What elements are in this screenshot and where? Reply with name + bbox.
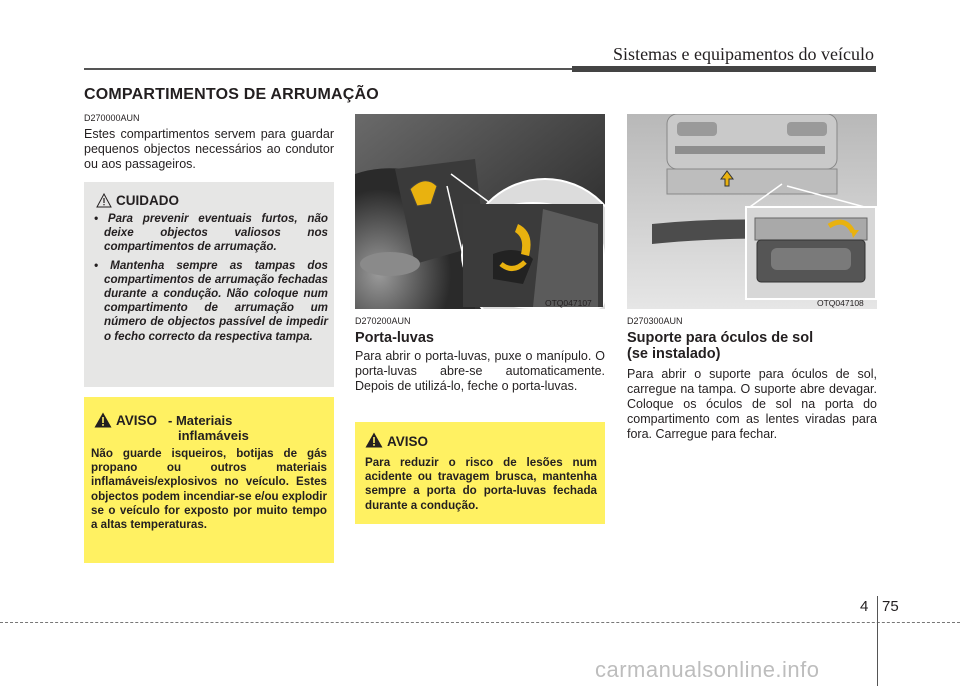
sunglass-text: Para abrir o suporte para óculos de sol, carregue na tampa. O suporte abre devagar. Coloque os óculos de sol na porta do compartimento com as lentes viradas para fora. Carregue para fechar. <box>627 367 877 441</box>
warning-text: Não guarde isqueiros, botijas de gás propano ou outros materiais inflamáveis/explosivos no veículo. Estes objectos podem incendiar-se e/ou explodir se o veículo for exposto por muito tempo a altas temperaturas. <box>91 447 327 532</box>
caution-item: • Para prevenir eventuais furtos, não deixe objectos valiosos nos compartimentos de arrumação. <box>94 212 328 254</box>
glovebox-title: Porta-luvas <box>355 330 434 346</box>
warning-label: AVISO <box>116 413 158 428</box>
glovebox-inset <box>461 202 605 309</box>
warning-box-glovebox <box>355 422 605 524</box>
warning-subject: - Materiais inflamáveis <box>168 413 249 443</box>
sunglass-holder-photo <box>627 114 877 309</box>
warning-triangle-icon <box>94 412 112 428</box>
chapter-number: 4 <box>860 598 869 615</box>
footer-rule <box>0 622 960 623</box>
running-header: Sistemas e equipamentos do veículo <box>613 44 874 64</box>
page-number-separator <box>877 596 878 686</box>
glovebox-code: D270200AUN <box>355 316 411 326</box>
section-title: COMPARTIMENTOS DE ARRUMAÇÃO <box>84 86 379 103</box>
intro-code: D270000AUN <box>84 113 140 123</box>
warning-box-flammables <box>84 397 334 563</box>
caution-item: • Mantenha sempre as tampas dos compartimentos de arrumação fechadas durante a condução. Não coloque num compartimento de arrumação um número de objectos passível de impedir o fecho correcto da respectiva tampa. <box>94 258 328 343</box>
sunglass-image-caption: OTQ047108 <box>817 298 864 308</box>
caution-list <box>90 212 328 348</box>
caution-triangle-icon <box>96 193 112 208</box>
warning-text: Para reduzir o risco de lesões num acidente ou travagem brusca, mantenha sempre a porta do porta-luvas fechada durante a condução. <box>365 456 597 512</box>
header-rule-accent <box>572 66 876 72</box>
caution-box <box>84 182 334 387</box>
sunglass-title-line2: (se instalado) <box>627 346 721 362</box>
page-number: 75 <box>882 598 899 615</box>
glovebox-handle-icon <box>463 204 603 307</box>
warning-triangle-icon <box>365 432 383 448</box>
sunglass-holder-inset <box>745 206 877 300</box>
intro-text: Estes compartimentos servem para guardar pequenos objectos necessários ao condutor ou aos passageiros. <box>84 127 334 171</box>
sunglass-code: D270300AUN <box>627 316 683 326</box>
glovebox-photo <box>355 114 605 309</box>
glovebox-text: Para abrir o porta-luvas, puxe o manípulo. O porta-luvas abre-se automaticamente. Depois de utilizá-lo, feche o porta-luvas. <box>355 349 605 393</box>
warning-label: AVISO <box>387 434 429 449</box>
watermark: carmanualsonline.info <box>595 657 820 682</box>
sunglass-holder-open-icon <box>747 208 875 298</box>
glovebox-image-caption: OTQ047107 <box>545 298 592 308</box>
sunglass-title-line1: Suporte para óculos de sol <box>627 330 814 346</box>
caution-title: CUIDADO <box>116 193 179 208</box>
